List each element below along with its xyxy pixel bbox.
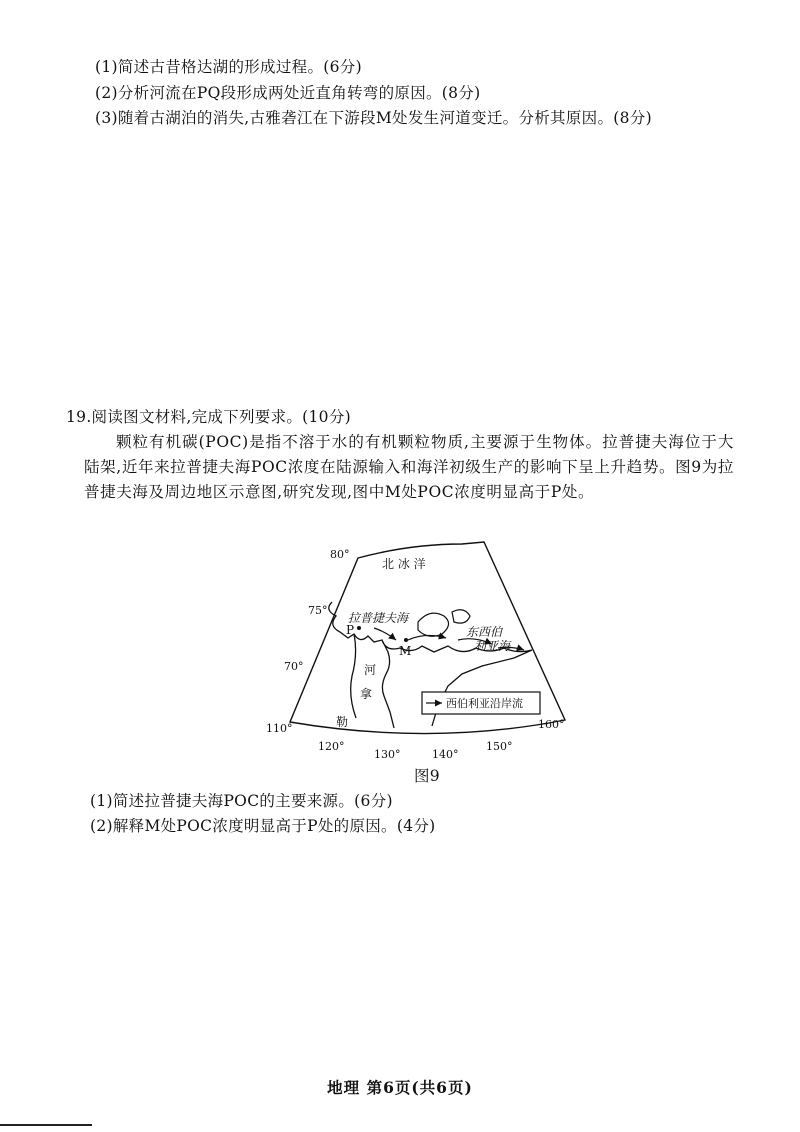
point-p-label: P xyxy=(346,623,355,637)
figure-caption: 图9 xyxy=(414,767,440,785)
q19-material: 颗粒有机碳(POC)是指不溶于水的有机颗粒物质,主要源于生物体。拉普捷夫海位于大陆架,近年来拉普捷夫海POC浓度在陆源输入和海洋初级生产的影响下呈上升趋势。图9为拉普捷夫海及周边地区示意图,研究发现,图中M处POC浓度明显高于P处。 xyxy=(84,433,734,501)
lon-label-140: 140° xyxy=(432,748,459,761)
lon-label-120: 120° xyxy=(318,740,345,753)
lon-label-110: 110° xyxy=(266,722,293,735)
q18-sub1: (1)简述古昔格达湖的形成过程。(6分) xyxy=(95,58,362,76)
lon-label-150: 150° xyxy=(486,740,513,753)
river-char-1: 河 xyxy=(364,663,377,677)
q19-sub2: (2)解释M处POC浓度明显高于P处的原因。(4分) xyxy=(90,817,436,835)
q18-sub2: (2)分析河流在PQ段形成两处近直角转弯的原因。(8分) xyxy=(95,84,481,102)
point-m-marker xyxy=(404,638,408,642)
q18-sub3: (3)随着古湖泊的消失,古雅砻江在下游段M处发生河道变迁。分析其原因。(8分) xyxy=(95,109,652,127)
page-footer: 地理 第6页(共6页) xyxy=(327,1078,473,1097)
sea-label: 拉普捷夫海 xyxy=(348,611,409,625)
legend-label: 西伯利亚沿岸流 xyxy=(446,697,523,710)
bottom-rule xyxy=(0,1124,92,1126)
lat-label-75: 75° xyxy=(308,604,328,617)
q19-sub1: (1)简述拉普捷夫海POC的主要来源。(6分) xyxy=(90,792,393,810)
lon-label-160: 160° xyxy=(538,718,565,731)
lat-label-70: 70° xyxy=(284,660,304,673)
river-char-3: 勒 xyxy=(336,715,349,729)
ocean-label: 北 冰 洋 xyxy=(382,557,426,571)
point-p-marker xyxy=(357,626,361,630)
east-sea-label-1: 东西伯 xyxy=(466,625,503,639)
point-m-label: M xyxy=(399,644,412,658)
lon-label-130: 130° xyxy=(374,748,401,761)
lat-label-80: 80° xyxy=(330,548,350,561)
q19-header: 19.阅读图文材料,完成下列要求。(10分) xyxy=(66,408,351,426)
figure-9-map xyxy=(262,536,592,768)
east-sea-label-2: 利亚海 xyxy=(474,639,511,653)
river-char-2: 拿 xyxy=(360,687,373,701)
